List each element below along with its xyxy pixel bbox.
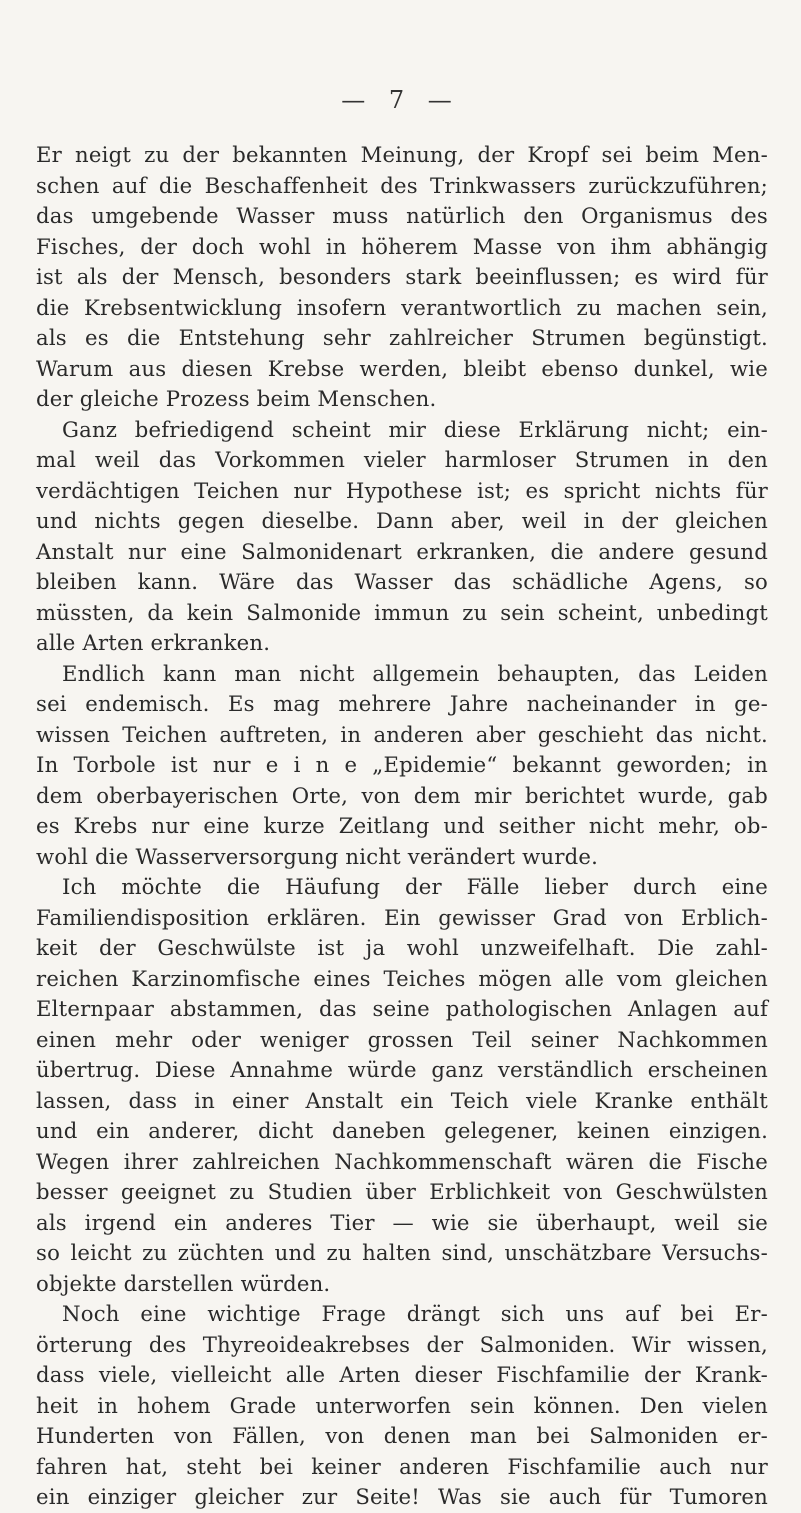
text-line: dass viele, vielleicht alle Arten dieser Fischfamilie der Krank- — [36, 1362, 768, 1387]
text-line: übertrug. Diese Annahme würde ganz verständlich erscheinen — [36, 1057, 768, 1082]
text-line: lassen, dass in einer Anstalt ein Teich viele Kranke enthält — [36, 1087, 768, 1113]
text-line: reichen Karzinomfische eines Teiches mögen alle vom gleichen — [36, 965, 768, 991]
text-line: wohl die Wasserversorgung nicht verändert wurde. — [36, 843, 599, 869]
text-line: In Torbole ist nur e i n e „Epidemie“ bekannt geworden; in — [36, 752, 768, 777]
text-line: Warum aus diesen Krebse werden, bleibt ebenso dunkel, wie — [36, 355, 768, 381]
text-line: sei endemisch. Es mag mehrere Jahre nacheinander in ge- — [36, 691, 768, 716]
text-line: alle Arten erkranken. — [36, 630, 271, 655]
text-line: Anstalt nur eine Salmonidenart erkranken, die andere gesund — [36, 538, 768, 564]
text-line: bleiben kann. Wäre das Wasser das schädliche Agens, so — [36, 569, 768, 594]
text-line: die Krebsentwicklung insofern verantwortlich zu machen sein, — [36, 294, 768, 320]
text-line: dem oberbayerischen Orte, von dem mir berichtet wurde, gab — [36, 782, 768, 808]
text-line: ein einziger gleicher zur Seite! Was sie auch für Tumoren — [36, 1484, 768, 1509]
text-line: verdächtigen Teichen nur Hypothese ist; es spricht nichts für — [36, 477, 768, 503]
text-line: Hunderten von Fällen, von denen man bei Salmoniden er- — [36, 1423, 768, 1448]
text-line: heit in hohem Grade unterworfen sein können. Den vielen — [36, 1392, 768, 1418]
text-line: Wegen ihrer zahlreichen Nachkommenschaft wären die Fische — [36, 1148, 768, 1174]
text-line: Er neigt zu der bekannten Meinung, der Kropf sei beim Men- — [36, 142, 768, 167]
text-line: Endlich kann man nicht allgemein behaupten, das Leiden — [62, 660, 768, 686]
text-line: so leicht zu züchten und zu halten sind, unschätzbare Versuchs- — [36, 1240, 768, 1265]
body-text — [36, 140, 768, 1513]
page-number: — 7 — — [341, 86, 460, 114]
text-line: Noch eine wichtige Frage drängt sich uns auf bei Er- — [62, 1301, 768, 1326]
text-line: es Krebs nur eine kurze Zeitlang und seither nicht mehr, ob- — [36, 813, 768, 838]
text-line: als es die Entstehung sehr zahlreicher Strumen begünstigt. — [36, 325, 768, 350]
text-line: ist als der Mensch, besonders stark beeinflussen; es wird für — [36, 264, 768, 289]
text-line: einen mehr oder weniger grossen Teil seiner Nachkommen — [36, 1026, 768, 1052]
text-line: und nichts gegen dieselbe. Dann aber, weil in der gleichen — [36, 508, 768, 533]
text-line: mal weil das Vorkommen vieler harmloser Strumen in den — [36, 447, 768, 472]
text-line: das umgebende Wasser muss natürlich den Organismus des — [36, 203, 768, 228]
text-line: Ich möchte die Häufung der Fälle lieber durch eine — [62, 874, 768, 899]
text-line: und ein anderer, dicht daneben gelegener, keinen einzigen. — [36, 1118, 768, 1143]
text-line: schen auf die Beschaffenheit des Trinkwassers zurückzuführen; — [36, 172, 768, 198]
text-line: der gleiche Prozess beim Menschen. — [36, 386, 437, 411]
text-line: besser geeignet zu Studien über Erblichkeit von Geschwülsten — [36, 1179, 768, 1204]
text-line: als irgend ein anderes Tier — wie sie überhaupt, weil sie — [36, 1209, 768, 1235]
text-line: müssten, da kein Salmonide immun zu sein scheint, unbedingt — [36, 599, 768, 625]
text-line: Elternpaar abstammen, das seine pathologischen Anlagen auf — [36, 996, 768, 1021]
text-line: keit der Geschwülste ist ja wohl unzweifelhaft. Die zahl- — [36, 935, 768, 960]
text-line: Ganz befriedigend scheint mir diese Erklärung nicht; ein- — [62, 416, 768, 442]
text-line: fahren hat, steht bei keiner anderen Fischfamilie auch nur — [36, 1453, 768, 1479]
text-line: objekte darstellen würden. — [36, 1270, 331, 1296]
text-line: örterung des Thyreoideakrebses der Salmoniden. Wir wissen, — [36, 1331, 768, 1357]
text-line: Fisches, der doch wohl in höherem Masse von ihm abhängig — [36, 233, 768, 259]
text-line: Familiendisposition erklären. Ein gewisser Grad von Erblich- — [36, 904, 768, 930]
text-line: wissen Teichen auftreten, in anderen aber geschieht das nicht. — [36, 721, 768, 747]
